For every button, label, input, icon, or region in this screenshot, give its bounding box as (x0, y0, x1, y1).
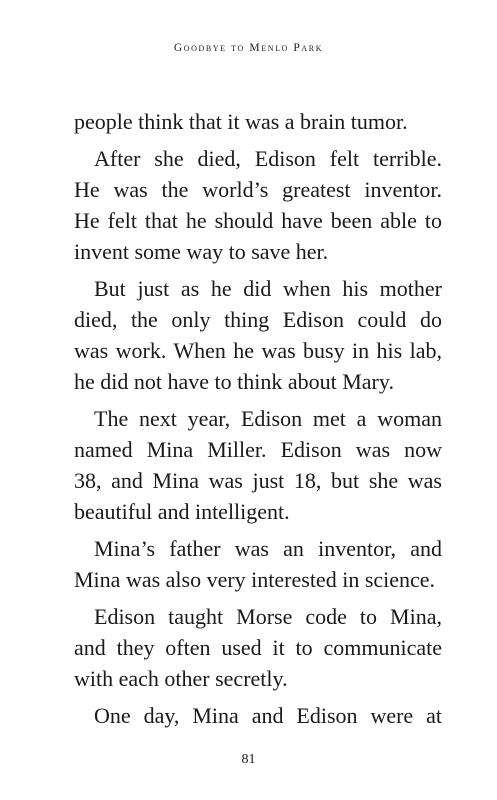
paragraph (74, 700, 442, 731)
text-line: was work. When he was busy in his lab, (74, 338, 442, 363)
text-line: named Mina Miller. Edison was now (74, 437, 442, 462)
text-line: invent some way to save her. (74, 239, 329, 264)
text-line: But just as he did when his mother (94, 276, 442, 301)
text-line: Edison taught Morse code to Mina, (94, 604, 442, 629)
paragraph (74, 106, 442, 137)
text-line: died, the only thing Edison could do (74, 307, 442, 332)
page-number: 81 (241, 752, 256, 767)
body-text (74, 106, 442, 731)
text-line: He felt that he should have been able to (74, 208, 442, 233)
text-line: The next year, Edison met a woman (94, 406, 442, 431)
text-line: He was the world’s greatest inventor. (74, 177, 442, 202)
text-line: with each other secretly. (74, 666, 288, 691)
text-line: and they often used it to communicate (74, 635, 442, 660)
paragraph (74, 143, 442, 267)
paragraph (74, 533, 442, 595)
paragraph (74, 601, 442, 694)
text-line: One day, Mina and Edison were at (94, 703, 442, 728)
text-line: he did not have to think about Mary. (74, 369, 394, 394)
running-head: Goodbye to Menlo Park (173, 42, 324, 54)
paragraph (74, 273, 442, 397)
text-line: Mina was also very interested in science. (74, 567, 436, 592)
text-line: After she died, Edison felt terrible. (94, 146, 442, 171)
text-line: people think that it was a brain tumor. (74, 109, 408, 134)
text-line: 38, and Mina was just 18, but she was (74, 468, 442, 493)
text-line: Mina’s father was an inventor, and (94, 536, 442, 561)
text-line: beautiful and intelligent. (74, 499, 290, 524)
paragraph (74, 403, 442, 527)
